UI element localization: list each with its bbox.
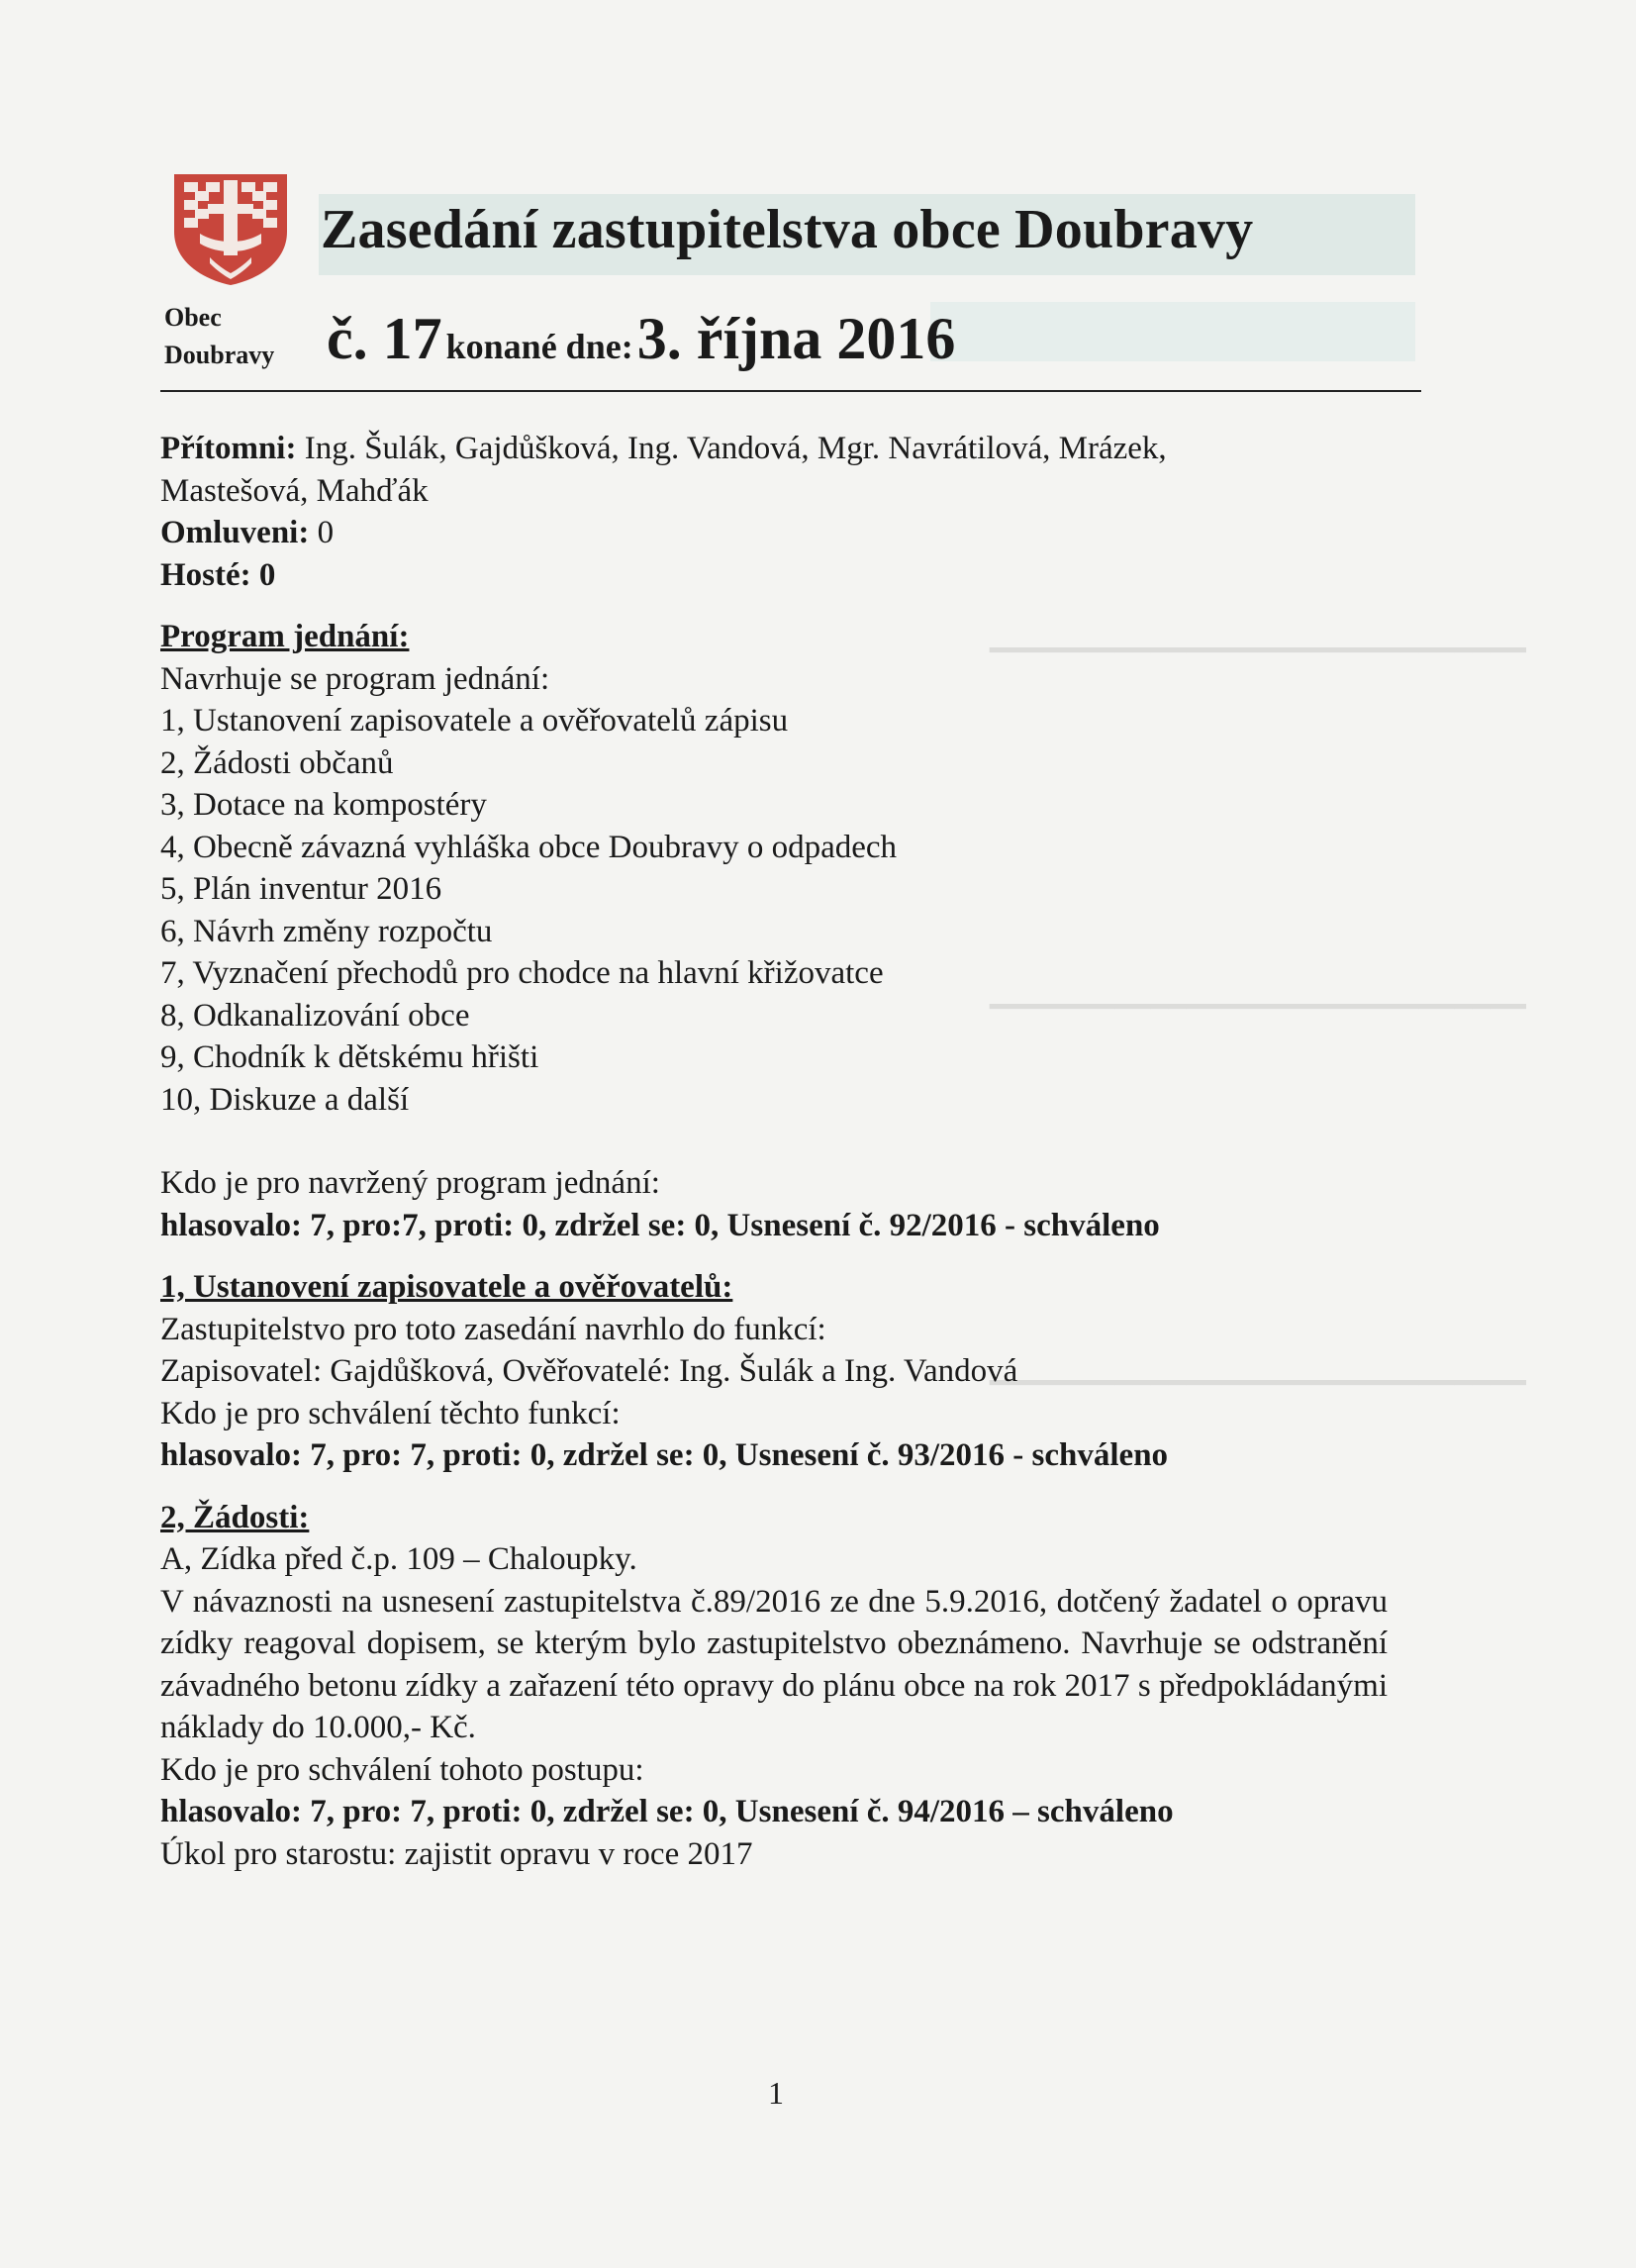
program-item: 10, Diskuze a další xyxy=(160,1081,410,1118)
section2-paragraph: V návaznosti na usnesení zastupitelstva č.89/2016 ze dne 5.9.2016, dotčený žadatel o opravu zídky reagoval dopisem, se kterým bylo zastupitelstvo obeznámeno. Navrhuje se odstranění závadného betonu zídky a zařazení této opravy do plánu obce na rok 2017 s předpokládanými náklady do 10.000,- Kč. xyxy=(160,1583,1388,1745)
program-heading: Program jednání: xyxy=(160,619,410,654)
guests-label: Hosté: xyxy=(160,556,251,593)
program-item: 9, Chodník k dětskému hřišti xyxy=(160,1039,539,1075)
program-item: 1, Ustanovení zapisovatele a ověřovatelů zápisu xyxy=(160,703,789,739)
program-intro: Navrhuje se program jednání: xyxy=(160,660,550,697)
document-body xyxy=(160,428,1388,1875)
attendance-present xyxy=(160,428,1388,470)
section2-task: Úkol pro starostu: zajistit opravu v roce 2017 xyxy=(160,1835,753,1872)
attendance-excused xyxy=(160,512,1388,554)
attendance-guests xyxy=(160,554,1388,597)
bleed-through-decoration: ━━━━━━━━━━━━━━━━━━━━━━━━━━━━━━ xyxy=(990,1367,1526,1400)
bleed-through-decoration: ━━━━━━━━━━━━━━━━━━━━━━━━━━━━━━ xyxy=(990,991,1526,1024)
section1-line2: Zapisovatel: Gajdůšková, Ověřovatelé: Ing. Šulák a Ing. Vandová xyxy=(160,1353,1018,1389)
section1-line3: Kdo je pro schválení těchto funkcí: xyxy=(160,1395,621,1431)
section1-vote-result: hlasovalo: 7, pro: 7, proti: 0, zdržel se: 0, Usnesení č. 93/2016 - schváleno xyxy=(160,1437,1169,1473)
title-highlight-secondary xyxy=(930,302,1415,361)
bleed-through-decoration: ━━━━━━━━━━━━━━━━━━━━━━━━━━━━━━ xyxy=(990,635,1526,667)
program-item: 7, Vyznačení přechodů pro chodce na hlavní křižovatce xyxy=(160,955,884,991)
municipality-label xyxy=(164,299,274,374)
section2-question: Kdo je pro schválení tohoto postupu: xyxy=(160,1751,644,1788)
section1-heading: 1, Ustanovení zapisovatele a ověřovatelů: xyxy=(160,1269,733,1305)
meeting-subtitle xyxy=(327,305,955,373)
page-number: 1 xyxy=(768,2075,784,2111)
program-question: Kdo je pro navržený program jednání: xyxy=(160,1165,660,1201)
section2-item-title: A, Zídka před č.p. 109 – Chaloupky. xyxy=(160,1541,637,1577)
excused-label: Omluveni: xyxy=(160,515,310,550)
guests-value: 0 xyxy=(258,556,276,593)
meeting-date: 3. října 2016 xyxy=(636,306,956,371)
section2-heading: 2, Žádosti: xyxy=(160,1499,310,1535)
program-item: 3, Dotace na kompostéry xyxy=(160,787,487,823)
meeting-number: č. 17 xyxy=(327,306,442,371)
section1-line1: Zastupitelstvo pro toto zasedání navrhlo do funkcí: xyxy=(160,1311,826,1347)
program-item: 4, Obecně závazná vyhláška obce Doubravy o odpadech xyxy=(160,829,898,865)
program-item: 8, Odkanalizování obce xyxy=(160,997,470,1034)
present-label: Přítomni: xyxy=(160,431,297,466)
date-label: konané dne: xyxy=(445,327,633,366)
program-item: 6, Návrh změny rozpočtu xyxy=(160,913,493,949)
obec-label-line1: Obec xyxy=(164,303,222,332)
program-vote-result: hlasovalo: 7, pro:7, proti: 0, zdržel se: 0, Usnesení č. 92/2016 - schváleno xyxy=(160,1207,1160,1243)
program-item: 2, Žádosti občanů xyxy=(160,744,394,781)
document-title: Zasedání zastupitelstva obce Doubravy xyxy=(321,199,1254,260)
section2-vote-result: hlasovalo: 7, pro: 7, proti: 0, zdržel se: 0, Usnesení č. 94/2016 – schváleno xyxy=(160,1794,1174,1829)
present-names-line2: Mastešová, Mahďák xyxy=(160,472,429,509)
excused-value: 0 xyxy=(317,515,335,550)
obec-label-line2: Doubravy xyxy=(164,341,275,369)
coat-of-arms-icon xyxy=(170,170,291,287)
present-names-line1: Ing. Šulák, Gajdůšková, Ing. Vandová, Mgr. Navrátilová, Mrázek, xyxy=(304,431,1167,466)
program-item: 5, Plán inventur 2016 xyxy=(160,871,442,907)
header-divider xyxy=(160,390,1421,392)
